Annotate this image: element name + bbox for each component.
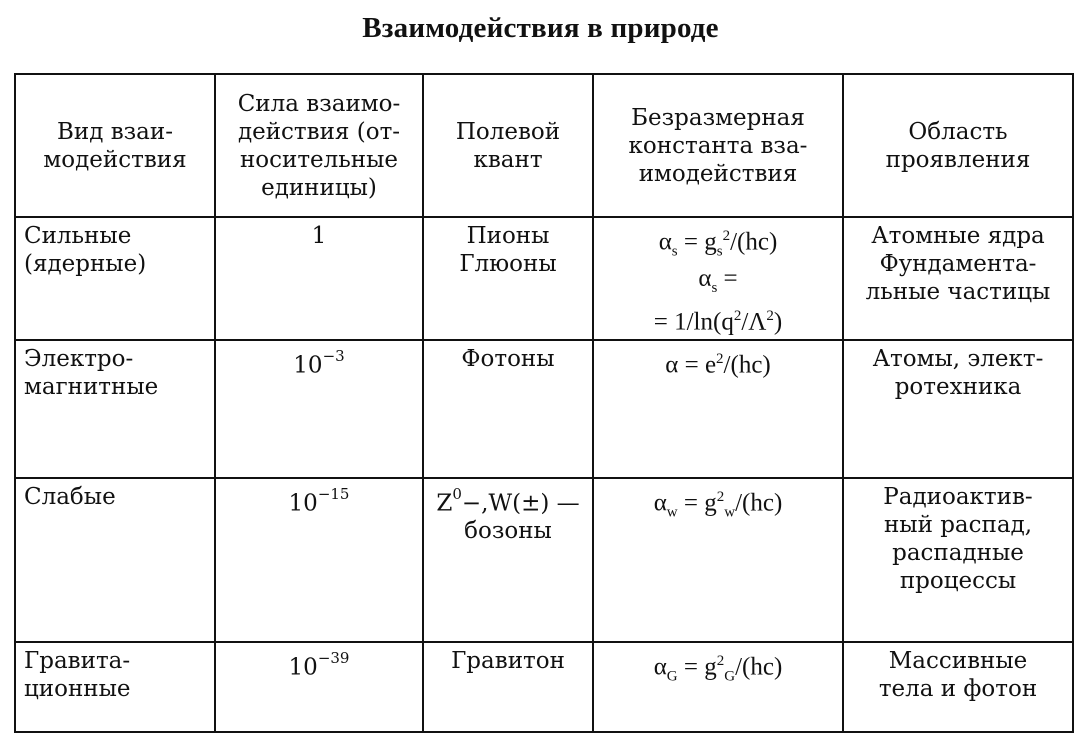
formula-line: $\alpha_G = g^2_G/(hc)$	[653, 652, 783, 684]
cell-area: Массивные тела и фотон	[843, 642, 1073, 732]
cell-type: Слабые	[15, 478, 215, 642]
cell-type: Сильные (ядерные)	[15, 217, 215, 340]
cell-area: Радиоактив- ный распад, распадные процессы	[843, 478, 1073, 642]
page-title: Взаимодействия в природе	[362, 12, 719, 44]
formula-line: $\alpha_s$ =	[698, 265, 738, 297]
cell-quantum: Фотоны	[423, 340, 593, 478]
cell-quantum: Пионы Глюоны	[423, 217, 593, 340]
cell-type: Гравита- ционные	[15, 642, 215, 732]
header-type: Вид взаи- модействия	[15, 74, 215, 217]
interactions-table	[14, 73, 1074, 733]
cell-type: Электро- магнитные	[15, 340, 215, 478]
cell-strength: $10^{-39}$	[215, 642, 423, 732]
formula-line: $\alpha_w = g^2_w/(hc)$	[653, 488, 783, 520]
cell-strength: 1	[215, 217, 423, 340]
formula-line: $\alpha_s = g_s^2/(hc)$	[658, 228, 778, 260]
cell-strength: $10^{-15}$	[215, 478, 423, 642]
cell-area: Атомы, элект- ротехника	[843, 340, 1073, 478]
header-strength: Сила взаимо- действия (от- носительные единицы)	[215, 74, 423, 217]
table-row	[15, 642, 1073, 732]
cell-quantum: Гравитон	[423, 642, 593, 732]
table-row	[15, 217, 1073, 340]
cell-strength: $10^{-3}$	[215, 340, 423, 478]
formula-line: $\alpha = e^2/(hc)$	[665, 350, 771, 378]
table-row	[15, 478, 1073, 642]
header-constant: Безразмерная константа вза- имодействия	[593, 74, 843, 217]
cell-constant	[593, 478, 843, 642]
formula-line: = $1/\ln(q^2/\Lambda^2)$	[653, 308, 783, 336]
header-area: Область проявления	[843, 74, 1073, 217]
cell-constant	[593, 217, 843, 340]
header-row	[15, 74, 1073, 217]
cell-constant	[593, 340, 843, 478]
table-row	[15, 340, 1073, 478]
cell-area: Атомные ядра Фундамента- льные частицы	[843, 217, 1073, 340]
cell-constant	[593, 642, 843, 732]
header-quantum: Полевой квант	[423, 74, 593, 217]
cell-quantum: $Z^0-,W(\pm)$ — бозоны	[423, 478, 593, 642]
